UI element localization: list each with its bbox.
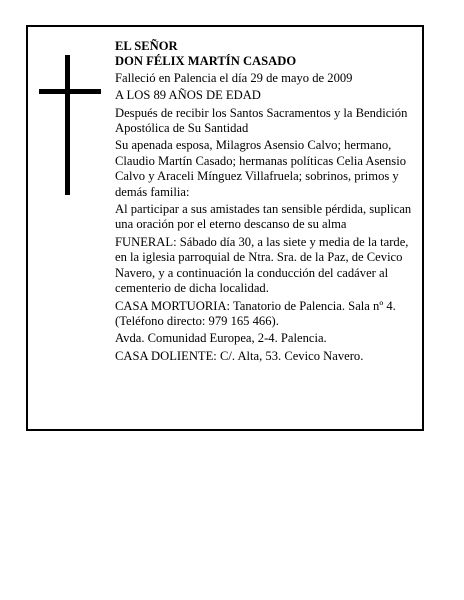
age-line: A LOS 89 AÑOS DE EDAD: [115, 88, 261, 103]
deceased-name: DON FÉLIX MARTÍN CASADO: [115, 54, 297, 69]
mortuary-paragraph: CASA MORTUORIA: Tanatorio de Palencia. Sala nº 4. (Teléfono directo: 979 165 466).: [115, 298, 396, 328]
grieving-house-paragraph: CASA DOLIENTE: C/. Alta, 53. Cevico Navero.: [115, 348, 364, 363]
mortuary-address: Avda. Comunidad Europea, 2-4. Palencia.: [115, 331, 327, 346]
cross-horizontal-bar: [39, 89, 101, 94]
funeral-paragraph: FUNERAL: Sábado día 30, a las siete y media de la tarde, en la iglesia parroquial de Ntra. Sra. de la Paz, de Cevico Navero, y a continuación la conducción del cadáver al cementerio de dicha localidad.: [115, 234, 409, 296]
obituary-text: [115, 39, 421, 366]
family-paragraph: Su apenada esposa, Milagros Asensio Calvo; hermano, Claudio Martín Casado; hermanas políticas Celia Asensio Calvo y Araceli Mínguez Villafruela; sobrinos, primos y demás familia:: [115, 138, 407, 199]
cross-vertical-bar: [65, 55, 70, 195]
cross-icon: [39, 55, 101, 195]
sacraments-paragraph: Después de recibir los Santos Sacramentos y la Bendición Apostólica de Su Santidad: [115, 105, 408, 136]
heading-title: EL SEÑOR: [115, 39, 178, 53]
prayer-request-paragraph: Al participar a sus amistades tan sensible pérdida, suplican una oración por el eterno descanso de su alma: [115, 202, 412, 232]
death-date-line: Falleció en Palencia el día 29 de mayo de 2009: [115, 70, 353, 85]
